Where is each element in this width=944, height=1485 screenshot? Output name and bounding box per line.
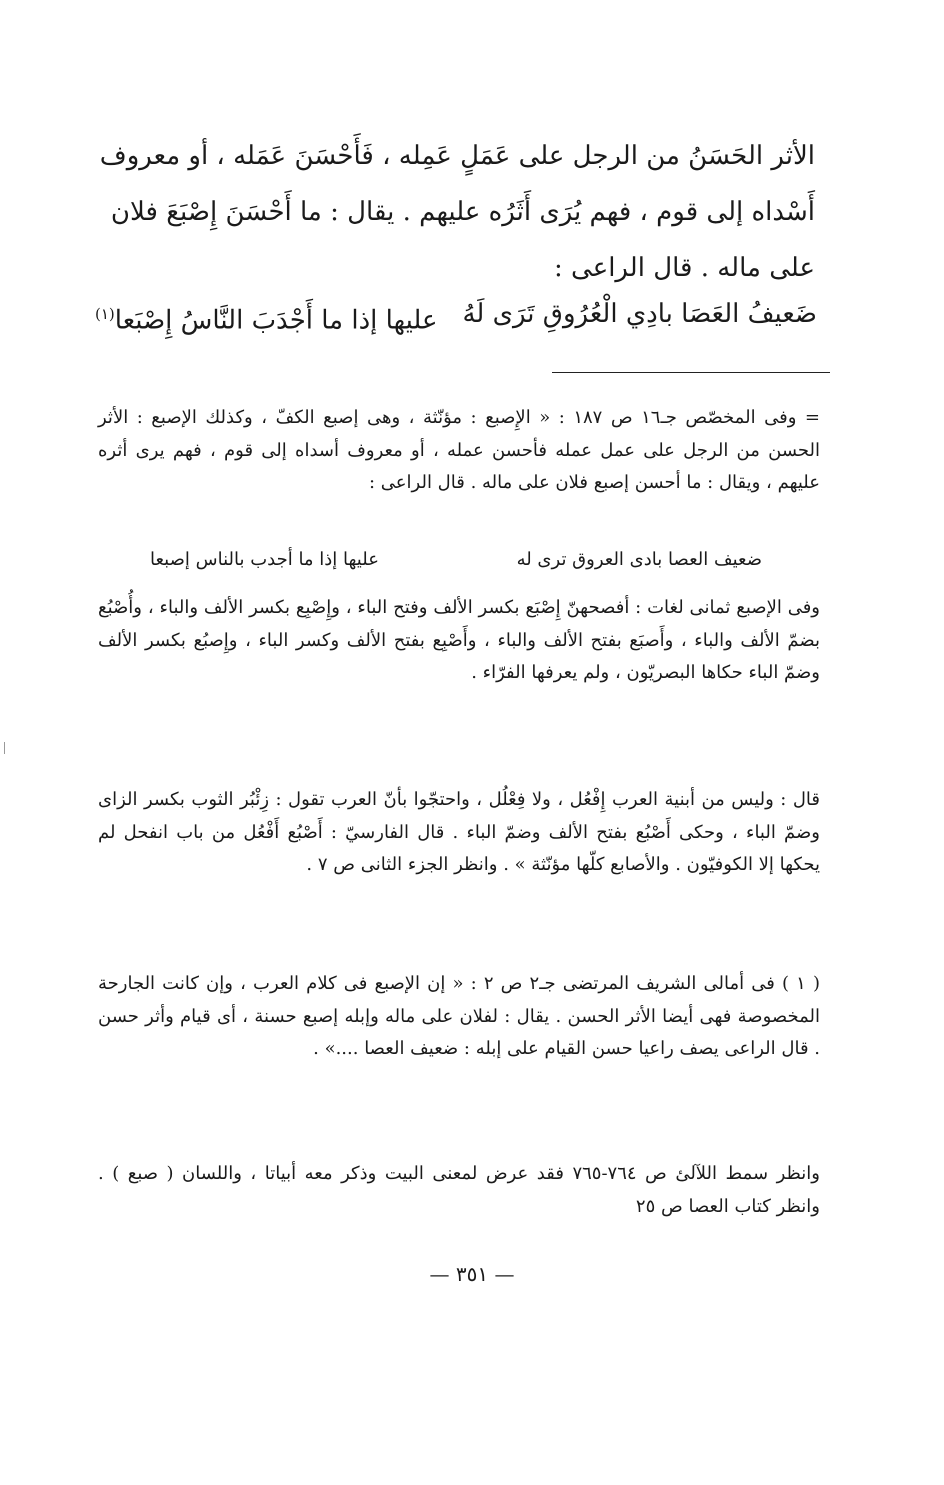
verse-second-hemistich-wrap — [95, 292, 438, 343]
footnote-block-5-text: وانظر سمط اللآلئ ص ٧٦٤-٧٦٥ فقد عرض لمعنى البيت وذكر معه أبياتا ، واللسان ( صبع ) . وانظر كتاب العصا ص ٢٥ — [98, 1163, 820, 1217]
footnote-block-2-text: وفى الإصبع ثمانى لغات : أفصحهنّ إِصْبَع بكسر الألف وفتح الباء ، وإِصْبِع بكسر الألف والباء ، وأُصْبُع بضمّ الألف والباء ، وأَصبَع بفتح الألف والباء ، وأَصْبِع بفتح الألف وكسر الباء ، وإِصبُع بكسر الألف وضمّ الباء حكاها البصريّون ، ولم يعرفها الفرّاء . — [98, 597, 820, 683]
footnote-block-1-text: = وفى المخصّص جـ١٦ ص ١٨٧ : « الإِصبع : مؤنّثة ، وهى إصبع الكفّ ، وكذلك الإصبع : الأثر الحسن من الرجل على عمل عمله فأحسن عمله ، أو معروف أسداه إلى قوم ، فهم يرى أثره عليهم ، ويقال : ما أحسن إصبع فلان على ماله . قال الراعى : — [98, 407, 820, 493]
footnote-verse — [150, 544, 762, 576]
poetry-verse — [95, 292, 817, 336]
margin-mark — [4, 742, 5, 754]
page-number: — ٣٥١ — — [429, 1262, 515, 1286]
footnote-reference: (١) — [95, 305, 115, 323]
footnote-block-1 — [98, 402, 820, 500]
main-body-text — [95, 128, 815, 296]
footnote-separator — [552, 372, 830, 373]
main-line-1: الأثر الحَسَنُ من الرجل على عَمَلٍ عَمِله ، فَأَحْسَنَ عَمَله ، أو معروف — [99, 141, 815, 171]
verse-first-hemistich: ضَعيفُ العَصَا بادِي الْعُرُوقِ تَرَى لَهُ — [462, 299, 817, 329]
footnote-block-2 — [98, 592, 820, 690]
footnote-block-4-text: ( ١ ) فى أمالى الشريف المرتضى جـ٢ ص ٢ : « إن الإصبع فى كلام العرب ، وإن كانت الجارحة المخصوصة فهى أيضا الأثر الحسن . يقال : لفلان على ماله وإبله إصبع حسنة ، أى قيام وأثر حسن . قال الراعى يصف راعيا حسن القيام على إبله : ضعيف العصا ....» . — [98, 973, 820, 1059]
main-line-3: على ماله . قال الراعى : — [554, 253, 815, 283]
footnote-verse-first-hemistich: ضعيف العصا بادى العروق ترى له — [516, 549, 762, 570]
footnote-verse-second-hemistich: عليها إذا ما أجدب بالناس إصبعا — [150, 549, 379, 570]
footnote-block-4 — [98, 968, 820, 1066]
footnote-block-3-text: قال : وليس من أبنية العرب إِفْعُل ، ولا فِعْلُل ، واحتجّوا بأنّ العرب تقول : زِئْبُر الثوب بكسر الزاى وضمّ الباء ، وحكى أَصْبُع بفتح الألف وضمّ الباء . قال الفارسيّ : أَصْبُع أَفْعُل من باب انفحل لم يحكها إلا الكوفيّون . والأصابع كلّها مؤنّثة » . وانظر الجزء الثانى ص ٧ . — [98, 789, 820, 875]
footnote-block-3 — [98, 784, 820, 882]
main-line-2: أَسْداه إلى قوم ، فهم يُرَى أَثَرُه عليهم . يقال : ما أَحْسَنَ إِصْبَعَ فلان — [110, 197, 815, 227]
verse-second-hemistich: عليها إذا ما أَجْدَبَ النَّاسُ إِصْبَعا — [114, 305, 438, 336]
footnote-block-5 — [98, 1158, 820, 1223]
